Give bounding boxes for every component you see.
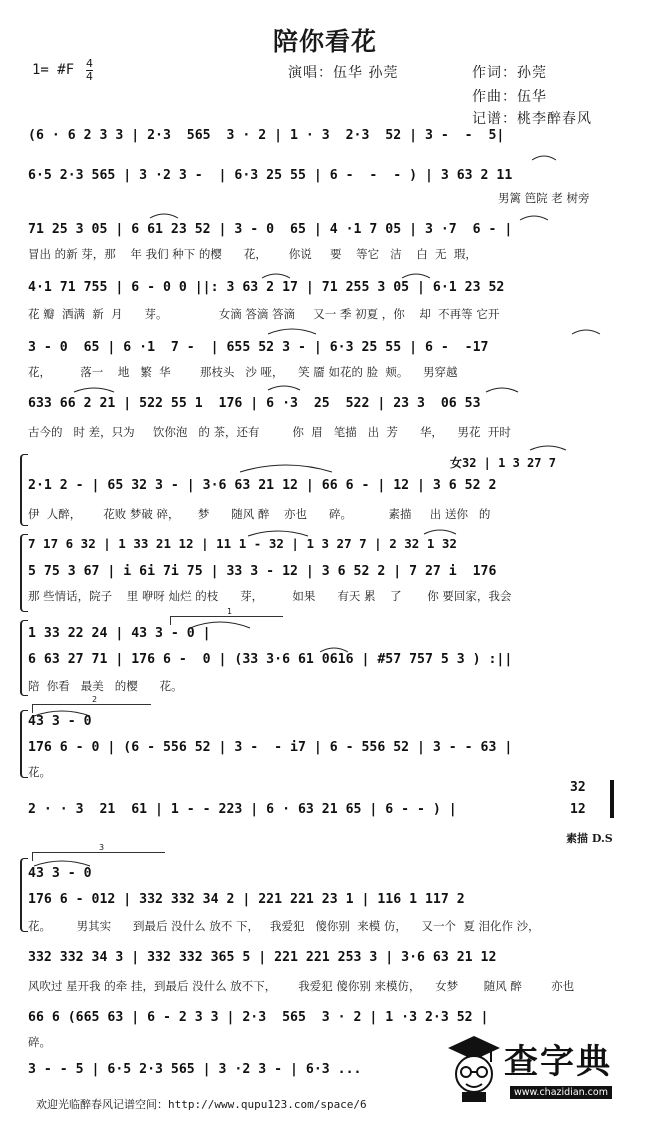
slur	[262, 274, 290, 278]
slur	[240, 465, 332, 472]
lyric-line-7: 那 些情话，院子 里 咿呀 灿烂 的枝 芽， 如果 有天 累 了 你 要回家，我会	[28, 589, 512, 603]
music-line-10: 176 6 - 0 | (6 - 556 52 | 3 - - i7 | 6 - 556 52 | 3 - - 63 |	[28, 740, 513, 755]
lyric-line-6: 伊 人醉， 花败 梦破 碎， 梦 随风 醉 亦也 碎。 素描 出 送你 的	[28, 507, 491, 521]
music-line-2: 6·5 2·3 565 | 3 ·2 3 - | 6·3 25 55 | 6 - - - ) | 3 63 2 11	[28, 168, 513, 183]
music-line-12: 176 6 - 012 | 332 332 34 2 | 221 221 23 1 | 116 1 117 2	[28, 892, 465, 907]
upper-voice-3: 1 33 22 24 | 43 3 - 0 |	[28, 626, 211, 641]
slur	[190, 622, 250, 628]
music-line-6: 633 66 2 21 | 522 55 1 176 | 6 ·3 25 522 | 23 3 06 53	[28, 396, 481, 411]
slur	[486, 388, 518, 392]
site-logo	[446, 1028, 636, 1114]
music-line-14: 66 6 (665 63 | 6 - 2 3 3 | 2·3 565 3 · 2 | 1 ·3 2·3 52 |	[28, 1010, 489, 1025]
slur	[34, 861, 90, 866]
slur	[268, 329, 316, 334]
composer-credit: 作曲：伍华	[472, 89, 547, 105]
slur	[74, 388, 114, 392]
logo-name: 查字典	[504, 1042, 612, 1082]
lyric-line-3: 花 瓣 洒满 新 月 芽。 女滴 答滴 答滴 又一 季 初夏 ，你 却 不再等 它开	[28, 307, 500, 321]
slur	[530, 446, 566, 450]
music-line-8: 5 75 3 67 | i 6i 7i 75 | 33 3 - 12 | 3 6 52 2 | 7 27 i 176	[28, 564, 497, 579]
mascot-icon	[446, 1032, 502, 1104]
lyricist-credit: 作词：孙莞	[472, 65, 547, 81]
music-line-9: 6 63 27 71 | 176 6 - 0 | (33 3·6 61 0616 | #57 757 5 3 ) :||	[28, 652, 513, 667]
key-signature: 1= #F	[32, 62, 75, 78]
lyric-line-10: 花。 男其实 到最后 没什么 放不 下， 我爱犯 傻你别 来模 仿， 又一个 夏 泪化作 沙，	[28, 919, 540, 933]
music-line-5: 3 - 0 65 | 6 ·1 7 - | 655 52 3 - | 6·3 25 55 | 6 - -17	[28, 340, 489, 355]
lyric-line-2: 冒出 的新 芽，那 年 我们 种下 的樱 花， 你说 要 等它 洁 白 无 瑕，	[28, 247, 477, 261]
slur	[150, 214, 178, 218]
ending-bottom: 12	[570, 802, 586, 817]
meter-bottom: 4	[86, 70, 93, 83]
slur	[248, 531, 308, 536]
lyric-line-9: 花。	[28, 765, 51, 779]
upper-voice-4: 43 3 - 0	[28, 714, 92, 729]
slur	[402, 274, 430, 278]
slur	[520, 216, 548, 220]
ending-top: 32	[570, 780, 586, 795]
slur	[424, 530, 456, 534]
music-line-1: (6 · 6 2 3 3 | 2·3 565 3 · 2 | 1 · 3 2·3 52 | 3 - - 5|	[28, 128, 505, 143]
lyric-line-8: 陪 你看 最美 的樱 花。	[28, 679, 183, 693]
upper-voice-2: 7 17 6 32 | 1 33 21 12 | 11 1 - 32 | 1 3 27 7 | 2 32 1 32	[28, 536, 457, 551]
lyric-line-4: 花， 落一 地 繁 华 那枝头 沙 哑， 笑 靥 如花的 脸 颊。 男穿越	[28, 365, 458, 379]
lyric-line-1: 男篱 笆院 老 树旁	[498, 191, 590, 205]
slur	[268, 386, 300, 390]
volta-2: 2	[32, 704, 151, 713]
transcriber-credit: 记谱：桃李醉春风	[472, 111, 592, 127]
upper-voice-5: 43 3 - 0	[28, 866, 92, 881]
lyric-line-5: 古今的 时 差，只为 饮你泡 的 茶，还有 你 眉 笔描 出 芳 华， 男花 开时	[28, 425, 511, 439]
logo-url: www.chazidian.com	[510, 1086, 612, 1099]
music-line-7: 2·1 2 - | 65 32 3 - | 3·6 63 21 12 | 66 6 - | 12 | 3 6 52 2	[28, 478, 497, 493]
music-line-11: 2 · · 3 21 61 | 1 - - 223 | 6 · 63 21 65 | 6 - - ) |	[28, 802, 457, 817]
volta-1: 1	[170, 616, 283, 625]
footer-text: 欢迎光临醉春风记谱空间：http://www.qupu123.com/space/6	[36, 1098, 367, 1111]
slur	[572, 330, 600, 334]
music-line-15: 3 - - 5 | 6·5 2·3 565 | 3 ·2 3 - | 6·3 ...	[28, 1062, 362, 1077]
music-line-4: 4·1 71 755 | 6 - 0 0 ||: 3 63 2 17 | 71 255 3 05 | 6·1 23 52	[28, 280, 505, 295]
volta-3: 3	[32, 852, 165, 861]
upper-voice-1: 女32 | 1 3 27 7	[450, 456, 556, 470]
music-line-3: 71 25 3 05 | 6 61 23 52 | 3 - 0 65 | 4 ·1 7 05 | 3 ·7 6 - |	[28, 222, 513, 237]
ds-marker: 素描 D.S	[566, 832, 613, 845]
slur	[320, 648, 348, 652]
music-line-13: 332 332 34 3 | 332 332 365 5 | 221 221 253 3 | 3·6 63 21 12	[28, 950, 497, 965]
lyric-line-12: 碎。	[28, 1035, 51, 1049]
lyric-line-11: 风吹过 星开我 的牵 挂，到最后 没什么 放不下， 我爱犯 傻你别 来模仿， 女梦 随风 醉 亦也	[28, 979, 575, 993]
meter-top: 4	[86, 57, 93, 70]
page-title: 陪你看花	[272, 27, 377, 56]
slur	[34, 711, 90, 716]
singer-credit: 演唱：伍华 孙莞	[288, 65, 399, 81]
slur	[532, 156, 556, 160]
